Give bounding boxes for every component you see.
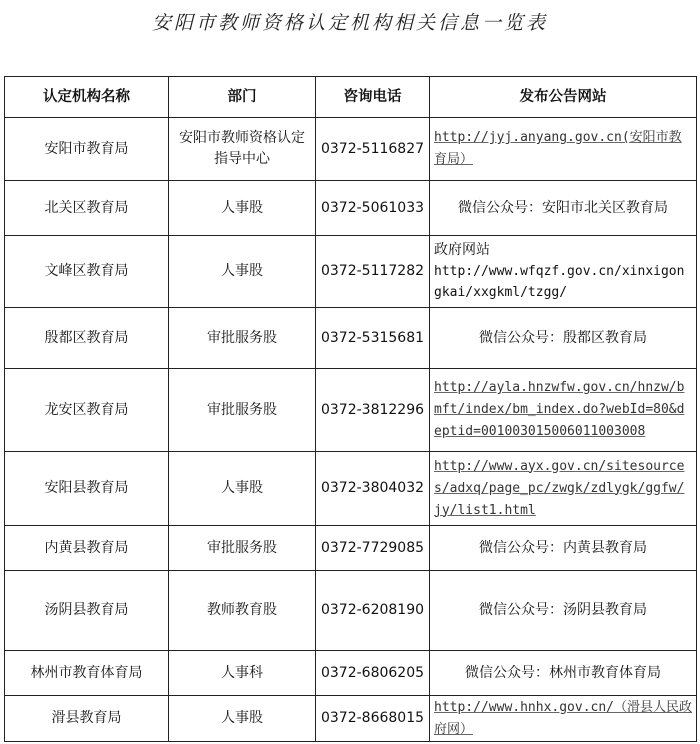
dept: 人事股 [169, 452, 316, 526]
org-name: 安阳市教育局 [5, 118, 169, 181]
table-row [5, 118, 697, 181]
header-name: 认定机构名称 [5, 77, 169, 118]
table-row [5, 236, 697, 308]
dept: 人事股 [169, 236, 316, 308]
org-name: 安阳县教育局 [5, 452, 169, 526]
site-link[interactable] [430, 118, 697, 181]
header-phone: 咨询电话 [316, 77, 430, 118]
site-link[interactable] [430, 696, 697, 742]
dept: 安阳市教师资格认定指导中心 [169, 118, 316, 181]
table-row [5, 181, 697, 236]
site-cell [430, 236, 697, 308]
header-dept: 部门 [169, 77, 316, 118]
dept: 人事科 [169, 651, 316, 696]
table-row [5, 526, 697, 571]
dept: 人事股 [169, 181, 316, 236]
site-link[interactable] [430, 452, 697, 526]
site-prefix: 政府网站 [434, 242, 490, 258]
phone: 0372-3812296 [316, 369, 430, 452]
phone: 0372-6806205 [316, 651, 430, 696]
header-site: 发布公告网站 [430, 77, 697, 118]
site-text: 微信公众号：安阳市北关区教育局 [430, 181, 697, 236]
site-link-text[interactable]: http://ayla.hnzwfw.gov.cn/hnzw/bmft/index/bm_index.do?webId=80&deptid=001003015006011003008 [434, 380, 685, 439]
org-name: 汤阴县教育局 [5, 571, 169, 651]
table-row [5, 308, 697, 369]
site-text: 微信公众号：殷都区教育局 [430, 308, 697, 369]
dept: 审批服务股 [169, 308, 316, 369]
phone: 0372-5117282 [316, 236, 430, 308]
org-name: 北关区教育局 [5, 181, 169, 236]
info-table [4, 76, 697, 742]
table-row [5, 369, 697, 452]
header-row [5, 77, 697, 118]
table-row [5, 696, 697, 742]
dept: 人事股 [169, 696, 316, 742]
site-link-text[interactable]: http://www.ayx.gov.cn/sitesources/adxq/page_pc/zwgk/zdlygk/ggfw/jy/list1.html [434, 458, 685, 518]
site-text: 微信公众号：汤阴县教育局 [430, 571, 697, 651]
site-link-text[interactable]: http://jyj.anyang.gov.cn(安阳市教育局） [434, 130, 682, 167]
phone: 0372-6208190 [316, 571, 430, 651]
org-name: 龙安区教育局 [5, 369, 169, 452]
table-row [5, 452, 697, 526]
site-link[interactable] [430, 369, 697, 452]
site-text: 微信公众号：内黄县教育局 [430, 526, 697, 571]
site-text: 微信公众号：林州市教育体育局 [430, 651, 697, 696]
table-row [5, 571, 697, 651]
dept: 审批服务股 [169, 526, 316, 571]
org-name: 内黄县教育局 [5, 526, 169, 571]
phone: 0372-5061033 [316, 181, 430, 236]
phone: 0372-8668015 [316, 696, 430, 742]
phone: 0372-7729085 [316, 526, 430, 571]
table-row [5, 651, 697, 696]
org-name: 林州市教育体育局 [5, 651, 169, 696]
org-name: 文峰区教育局 [5, 236, 169, 308]
site-link[interactable]: http://www.wfqzf.gov.cn/xinxigongkai/xxgkml/tzgg/ [434, 264, 685, 300]
page-title: 安阳市教师资格认定机构相关信息一览表 [151, 12, 548, 34]
site-link-text[interactable]: http://www.hnhx.gov.cn/（滑县人民政府网） [434, 699, 693, 737]
org-name: 滑县教育局 [5, 696, 169, 742]
phone: 0372-5116827 [316, 118, 430, 181]
phone: 0372-5315681 [316, 308, 430, 369]
phone: 0372-3804032 [316, 452, 430, 526]
org-name: 殷都区教育局 [5, 308, 169, 369]
dept: 教师教育股 [169, 571, 316, 651]
dept: 审批服务股 [169, 369, 316, 452]
